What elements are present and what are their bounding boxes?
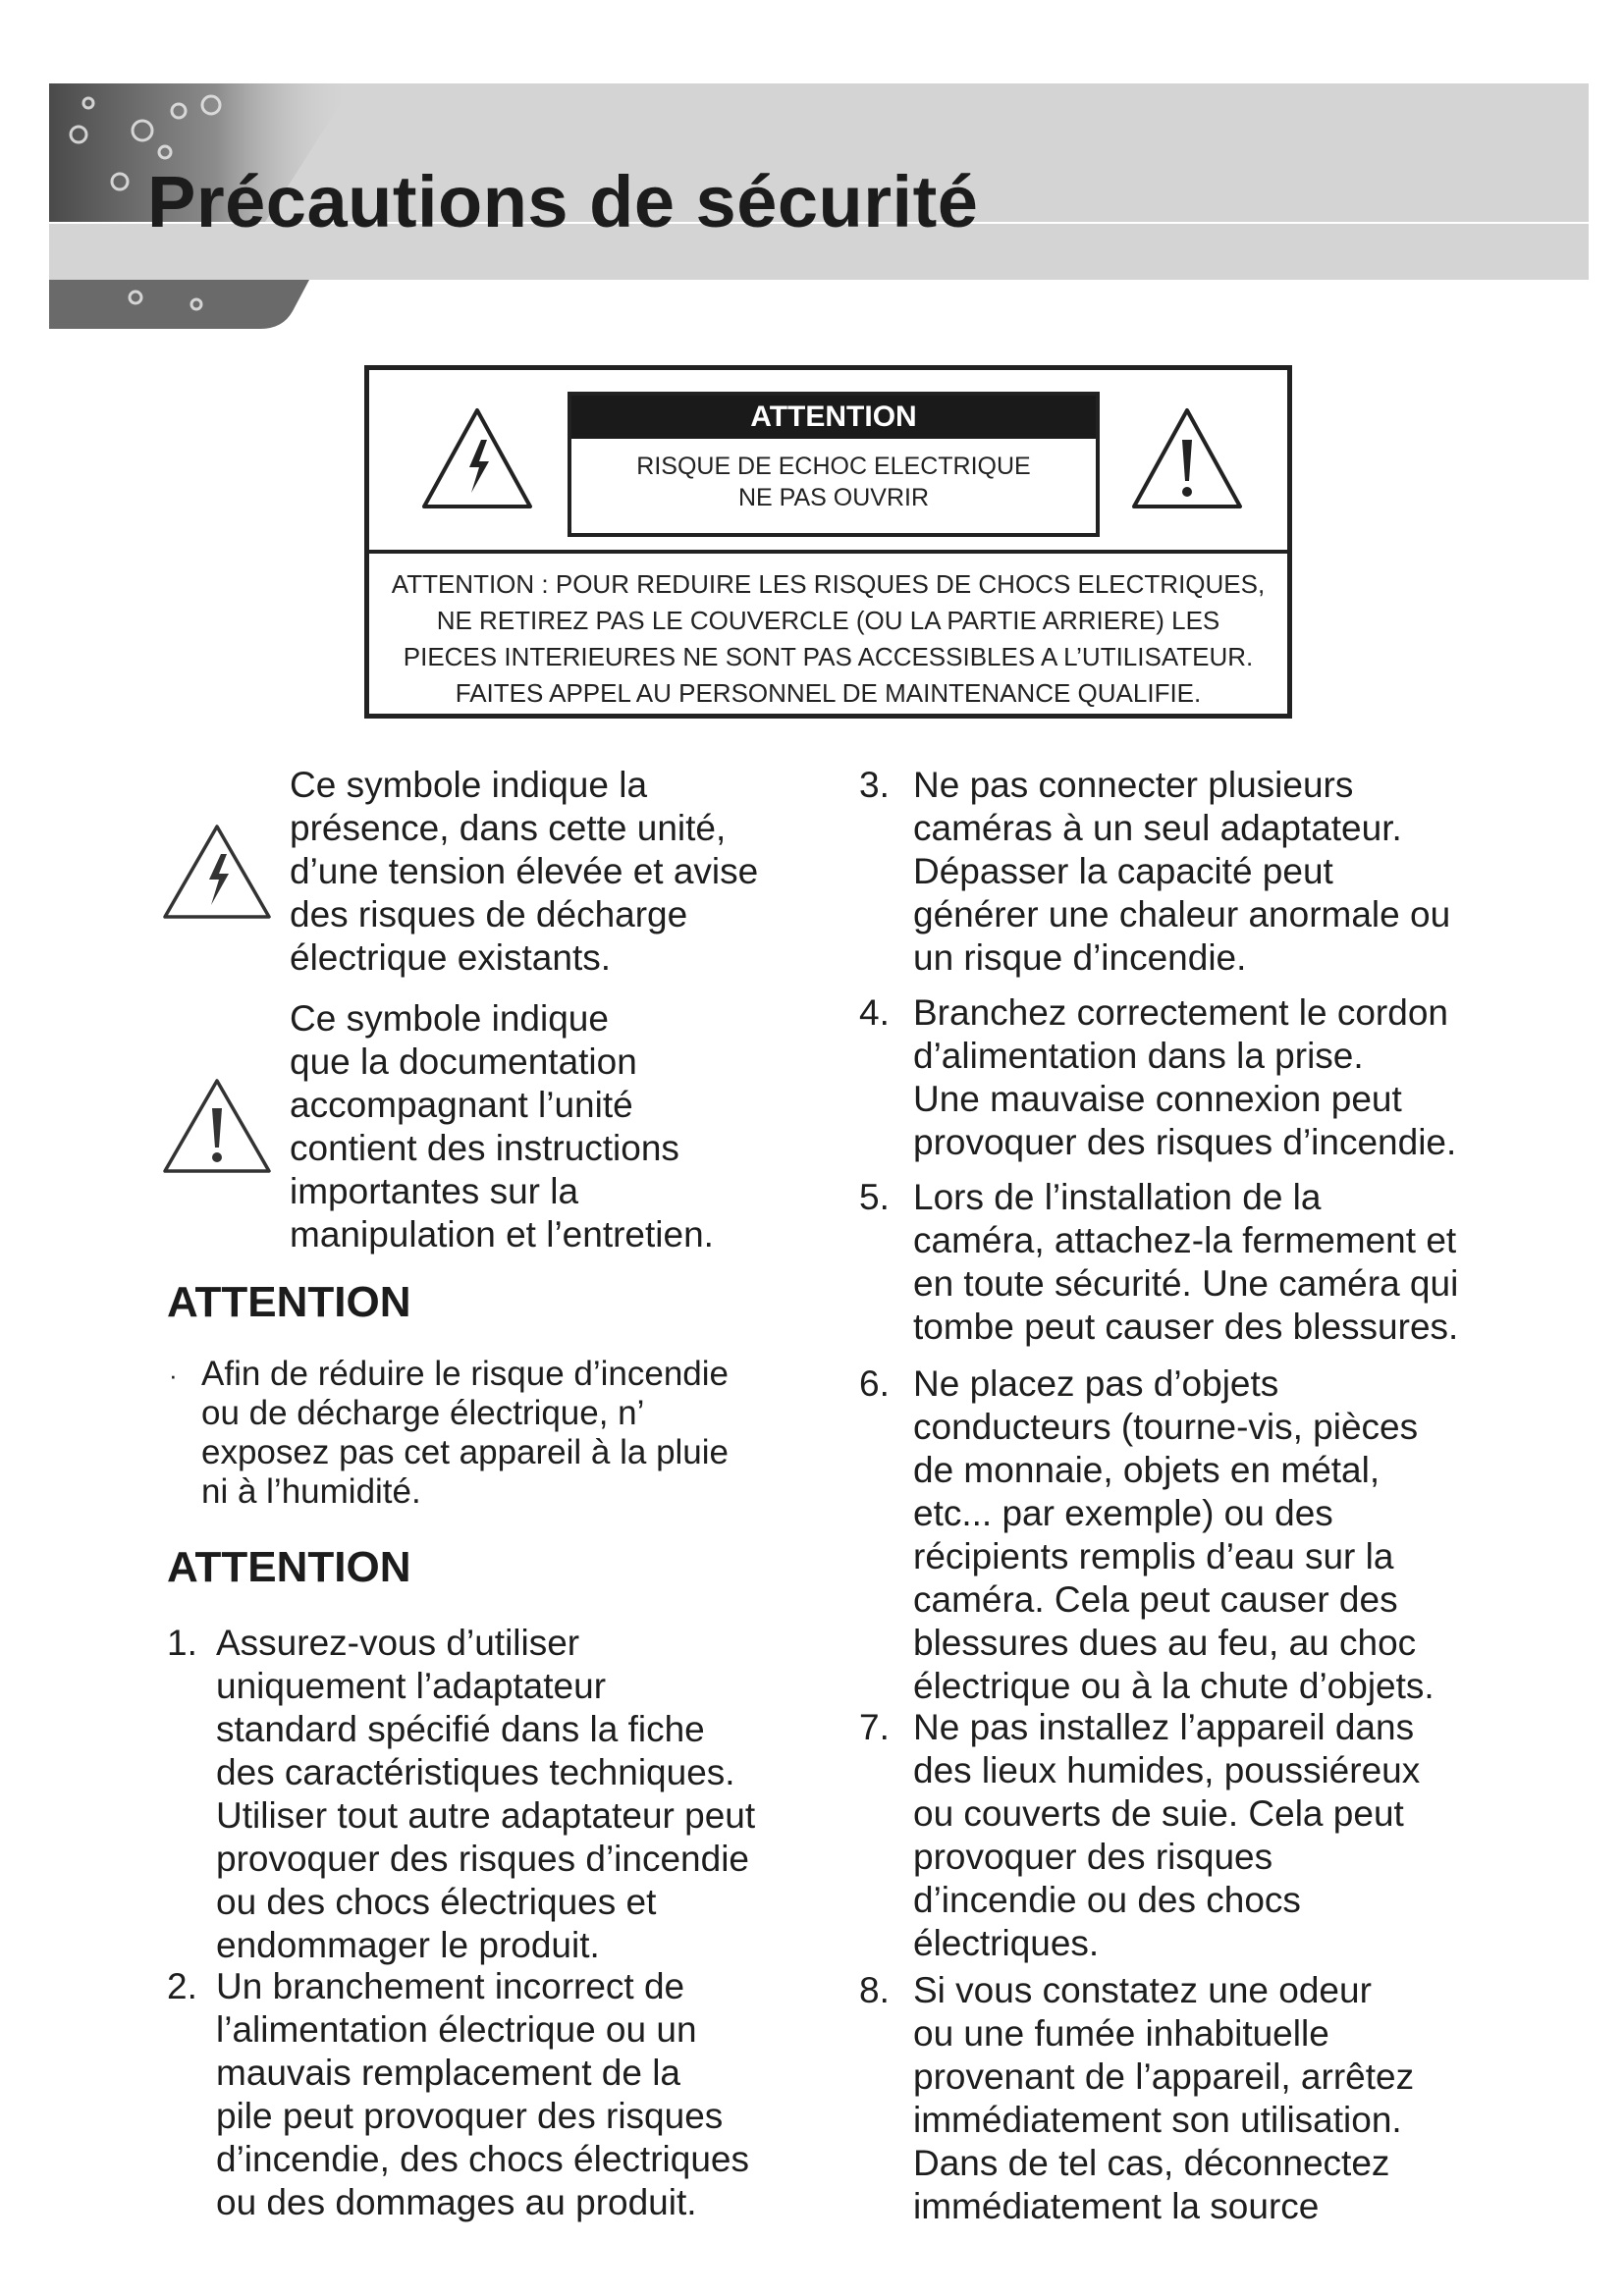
item-line: d’alimentation dans la prise. — [913, 1036, 1364, 1076]
item-line: générer une chaleur anormale ou — [913, 894, 1451, 934]
list-item — [216, 1965, 749, 2224]
attention-heading: ATTENTION — [167, 1278, 411, 1326]
attention-line: exposez pas cet appareil à la pluie — [201, 1433, 730, 1471]
symbol-line: d’une tension élevée et avise — [290, 851, 759, 891]
warning-label: ATTENTION — [571, 396, 1096, 439]
item-line: Utiliser tout autre adaptateur peut — [216, 1795, 756, 1836]
attention-line: ou de décharge électrique, n’ — [201, 1394, 645, 1432]
warning-subtitle-line: RISQUE DE ECHOC ELECTRIQUE — [636, 453, 1031, 480]
item-line: l’alimentation électrique ou un — [216, 2009, 697, 2050]
item-line: d’incendie, des chocs électriques — [216, 2139, 749, 2179]
item-line: de monnaie, objets en métal, — [913, 1450, 1380, 1490]
item-line: provenant de l’appareil, arrêtez — [913, 2056, 1415, 2097]
item-line: caméra, attachez-la fermement et — [913, 1220, 1457, 1260]
item-line: provoquer des risques — [913, 1837, 1273, 1877]
item-line: d’incendie ou des chocs — [913, 1880, 1301, 1920]
item-number: 7. — [859, 1707, 890, 1747]
item-line: Branchez correctement le cordon — [913, 992, 1448, 1033]
attention-heading: ATTENTION — [167, 1543, 411, 1591]
item-line: en toute sécurité. Une caméra qui — [913, 1263, 1459, 1304]
warning-body-line: PIECES INTERIEURES NE SONT PAS ACCESSIBLES A L’UTILISATEUR. — [403, 642, 1254, 671]
page-title: Précautions de sécurité — [147, 161, 979, 242]
symbol-line: des risques de décharge — [290, 894, 688, 934]
item-line: Dépasser la capacité peut — [913, 851, 1333, 891]
list-item — [913, 1969, 1414, 2228]
list-item — [913, 1176, 1458, 1349]
symbol-line: que la documentation — [290, 1041, 637, 1082]
item-line: Un branchement incorrect de — [216, 1966, 685, 2006]
item-line: tombe peut causer des blessures. — [913, 1307, 1459, 1347]
item-line: standard spécifié dans la fiche — [216, 1709, 705, 1749]
item-line: électrique ou à la chute d’objets. — [913, 1666, 1435, 1706]
symbol-line: Ce symbole indique — [290, 998, 609, 1039]
item-line: Dans de tel cas, déconnectez — [913, 2143, 1390, 2183]
symbol-line: électrique existants. — [290, 937, 612, 978]
item-line: provoquer des risques d’incendie — [216, 1839, 750, 1879]
item-line: pile peut provoquer des risques — [216, 2096, 724, 2136]
item-line: endommager le produit. — [216, 1925, 600, 1965]
item-number: 5. — [859, 1177, 890, 1217]
item-line: des lieux humides, poussiéreux — [913, 1750, 1421, 1790]
item-number: 8. — [859, 1970, 890, 2010]
item-line: Ne placez pas d’objets — [913, 1363, 1279, 1404]
item-line: conducteurs (tourne-vis, pièces — [913, 1407, 1419, 1447]
item-number: 3. — [859, 765, 890, 805]
list-item — [913, 1362, 1435, 1708]
item-line: ou une fumée inhabituelle — [913, 2013, 1329, 2054]
item-line: Assurez-vous d’utiliser — [216, 1623, 580, 1663]
attention-line: ni à l’humidité. — [201, 1472, 421, 1511]
item-line: caméras à un seul adaptateur. — [913, 808, 1402, 848]
bullet-dot: · — [169, 1361, 178, 1390]
symbol-line: Ce symbole indique la — [290, 765, 648, 805]
item-line: provoquer des risques d’incendie. — [913, 1122, 1457, 1162]
list-item — [913, 991, 1456, 1164]
symbol-description-lightning — [290, 764, 758, 980]
item-number: 2. — [167, 1966, 197, 2006]
symbol-line: contient des instructions — [290, 1128, 679, 1168]
symbol-description-exclamation — [290, 997, 714, 1256]
list-item — [913, 764, 1450, 980]
item-line: Ne pas connecter plusieurs — [913, 765, 1354, 805]
warning-subtitle — [571, 451, 1096, 513]
item-line: Ne pas installez l’appareil dans — [913, 1707, 1415, 1747]
attention-line: Afin de réduire le risque d’incendie — [201, 1355, 729, 1393]
item-line: récipients remplis d’eau sur la — [913, 1536, 1394, 1576]
exclamation-warning-icon — [161, 1077, 273, 1175]
item-number: 6. — [859, 1363, 890, 1404]
item-line: immédiatement son utilisation. — [913, 2100, 1402, 2140]
warning-box — [364, 365, 1292, 719]
item-line: des caractéristiques techniques. — [216, 1752, 735, 1792]
list-item — [216, 1622, 755, 1967]
symbol-line: importantes sur la — [290, 1171, 579, 1211]
item-line: uniquement l’adaptateur — [216, 1666, 607, 1706]
warning-label-panel — [568, 392, 1100, 537]
warning-body-line: NE RETIREZ PAS LE COUVERCLE (OU LA PARTIE ARRIERE) LES — [436, 606, 1220, 635]
symbol-line: manipulation et l’entretien. — [290, 1214, 714, 1255]
item-line: etc... par exemple) ou des — [913, 1493, 1333, 1533]
warning-body-line: ATTENTION : POUR REDUIRE LES RISQUES DE CHOCS ELECTRIQUES, — [391, 569, 1266, 599]
warning-body-line: FAITES APPEL AU PERSONNEL DE MAINTENANCE QUALIFIE. — [455, 678, 1202, 708]
lightning-warning-icon — [161, 823, 273, 921]
item-line: ou des dommages au produit. — [216, 2182, 697, 2222]
item-line: mauvais remplacement de la — [216, 2053, 680, 2093]
item-line: Si vous constatez une odeur — [913, 1970, 1372, 2010]
item-number: 1. — [167, 1623, 197, 1663]
warning-body — [369, 566, 1287, 712]
symbol-line: accompagnant l’unité — [290, 1085, 633, 1125]
item-line: caméra. Cela peut causer des — [913, 1579, 1398, 1620]
item-line: immédiatement la source — [913, 2186, 1320, 2226]
lightning-warning-icon — [420, 406, 534, 510]
item-line: Une mauvaise connexion peut — [913, 1079, 1402, 1119]
warning-subtitle-line: NE PAS OUVRIR — [737, 484, 930, 511]
item-line: Lors de l’installation de la — [913, 1177, 1322, 1217]
item-line: un risque d’incendie. — [913, 937, 1247, 978]
item-number: 4. — [859, 992, 890, 1033]
warning-divider — [369, 550, 1287, 554]
item-line: électriques. — [913, 1923, 1100, 1963]
item-line: ou des chocs électriques et — [216, 1882, 657, 1922]
item-line: blessures dues au feu, au choc — [913, 1623, 1417, 1663]
exclamation-warning-icon — [1130, 406, 1244, 510]
attention-paragraph — [201, 1355, 729, 1512]
item-line: ou couverts de suie. Cela peut — [913, 1793, 1404, 1834]
symbol-line: présence, dans cette unité, — [290, 808, 727, 848]
list-item — [913, 1706, 1420, 1965]
